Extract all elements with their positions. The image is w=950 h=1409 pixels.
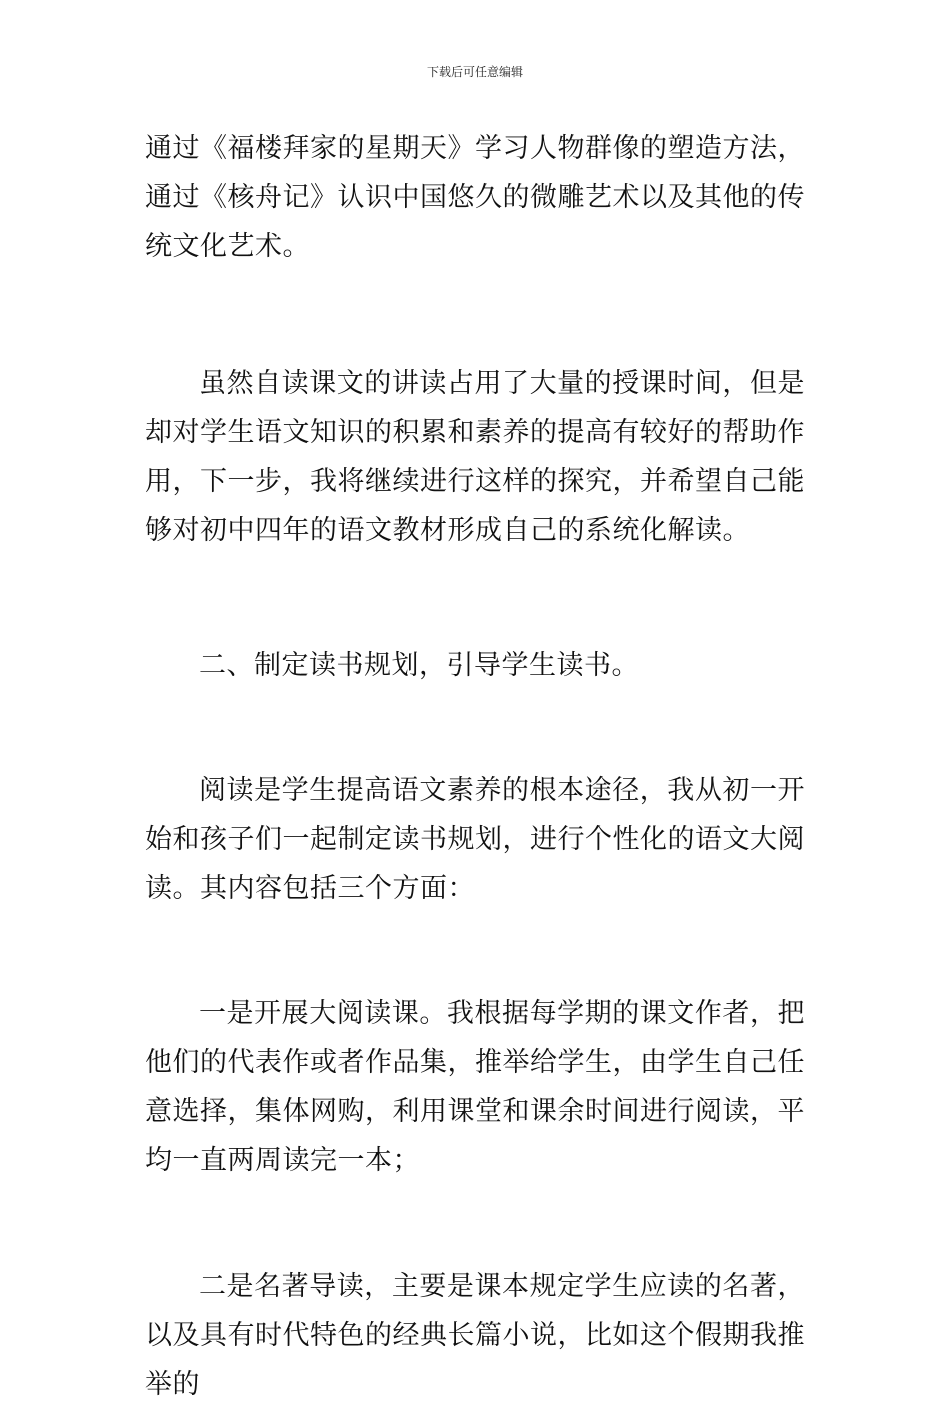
paragraph-3: 阅读是学生提高语文素养的根本途径，我从初一开始和孩子们一起制定读书规划，进行个性化的语文大阅读。其内容包括三个方面：	[145, 775, 805, 904]
paragraph-1: 通过《福楼拜家的星期天》学习人物群像的塑造方法，通过《核舟记》认识中国悠久的微雕艺术以及其他的传统文化艺术。	[145, 133, 805, 262]
section-heading: 二、制定读书规划，引导学生读书。	[199, 650, 639, 681]
paragraph-2: 虽然自读课文的讲读占用了大量的授课时间，但是却对学生语文知识的积累和素养的提高有较好的帮助作用，下一步，我将继续进行这样的探究，并希望自己能够对初中四年的语文教材形成自己的系统化解读。	[145, 368, 805, 546]
paragraph-4: 一是开展大阅读课。我根据每学期的课文作者，把他们的代表作或者作品集，推举给学生，由学生自己任意选择，集体网购，利用课堂和课余时间进行阅读，平均一直两周读完一本；	[145, 998, 805, 1176]
header-note: 下载后可任意编辑	[426, 65, 523, 79]
paragraph-5: 二是名著导读，主要是课本规定学生应读的名著，以及具有时代特色的经典长篇小说，比如这个假期我推举的	[145, 1271, 805, 1400]
document-body	[145, 124, 805, 1409]
